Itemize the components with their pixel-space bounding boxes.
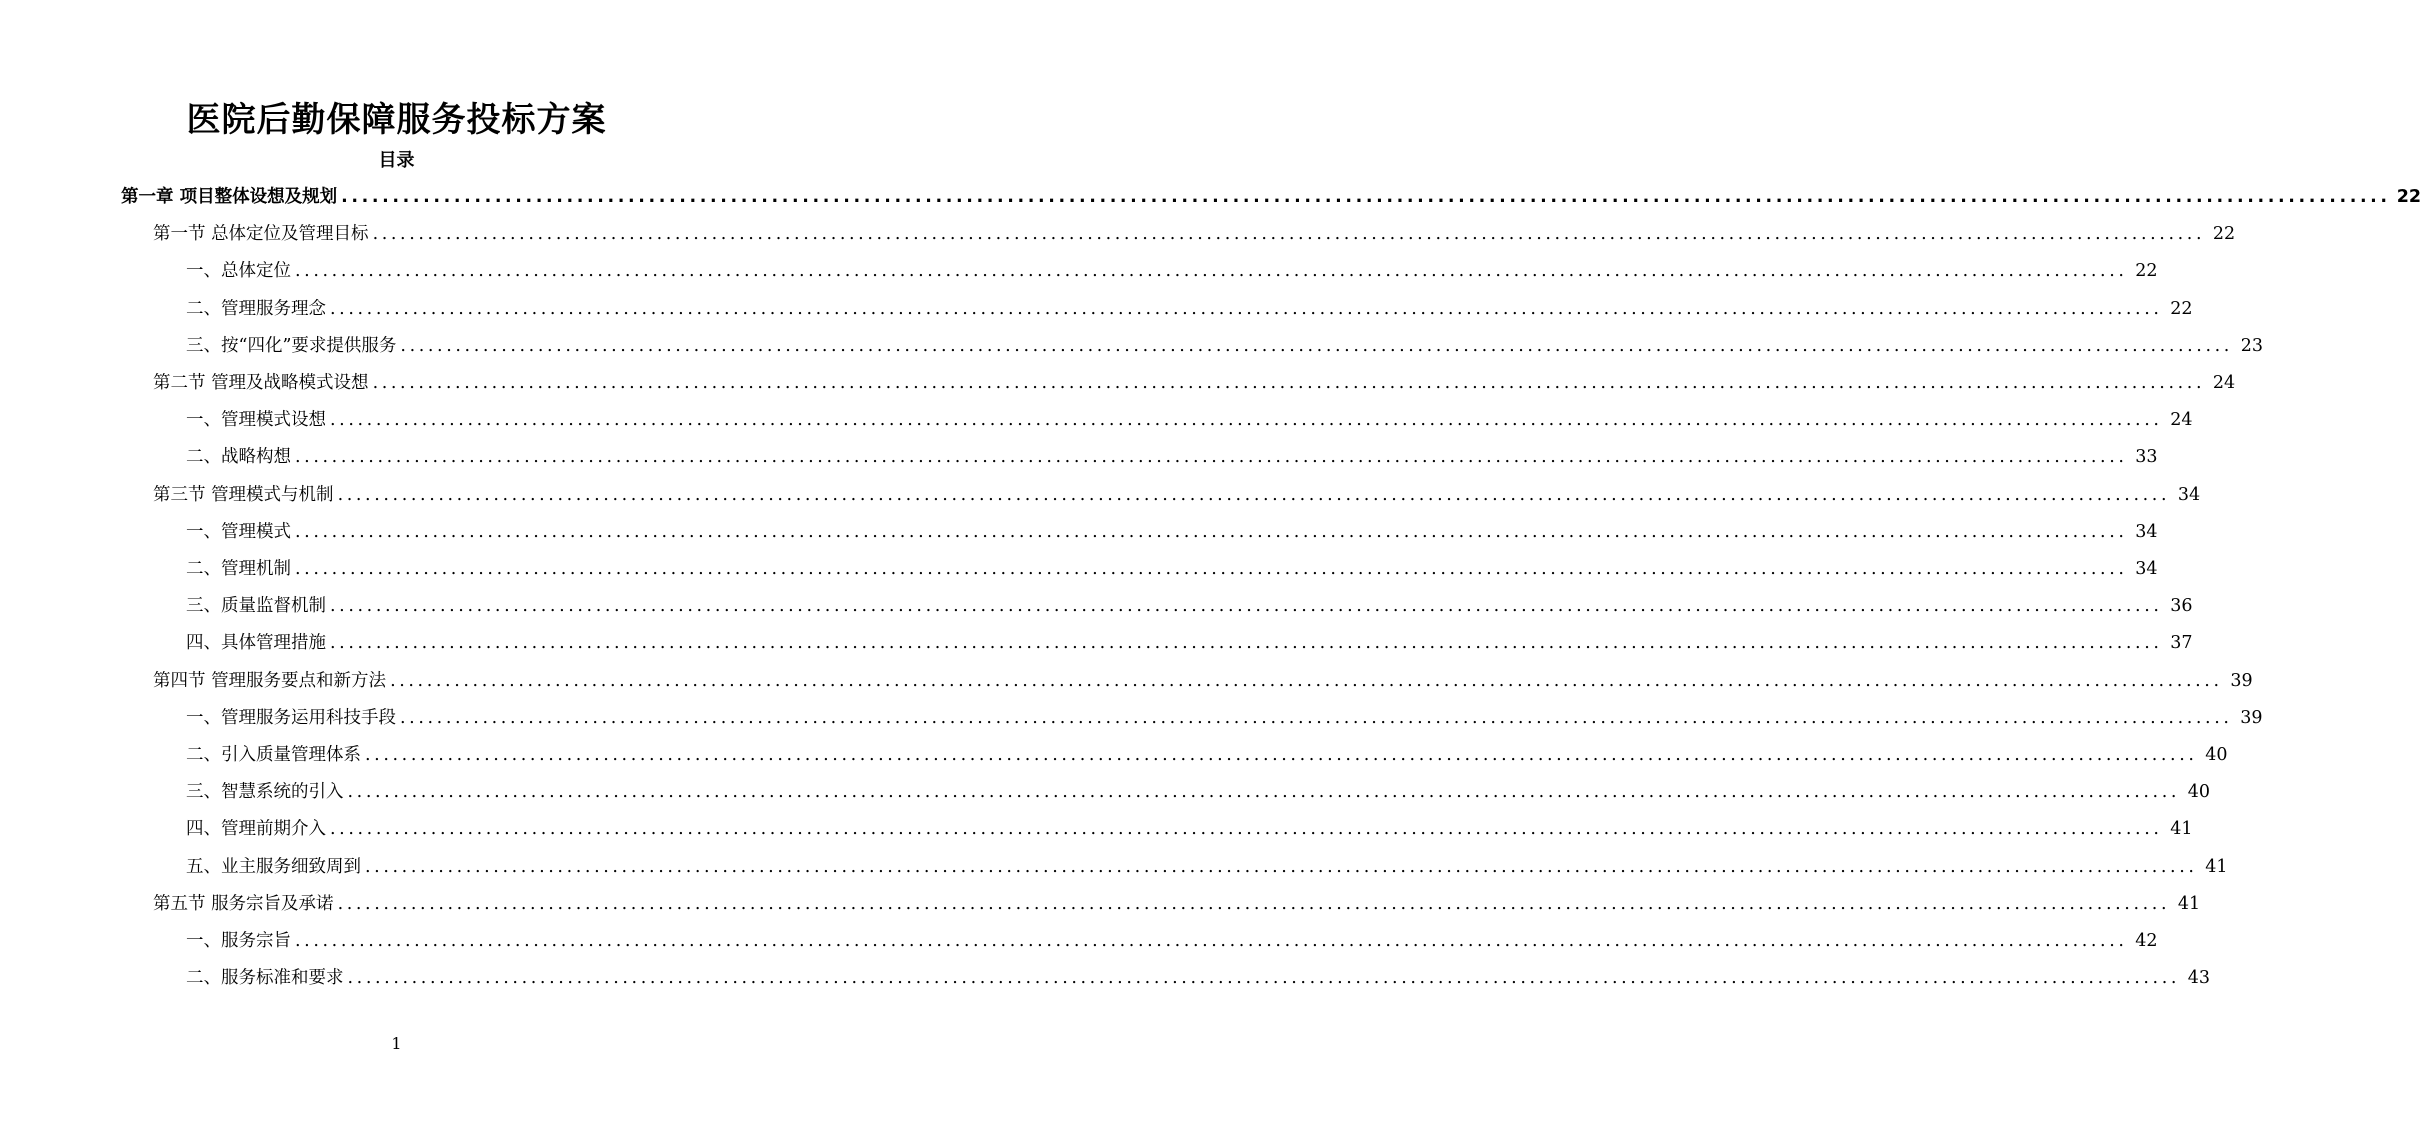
toc-dot-leader: ........................................................................................................................................................................................................ [295,261,2128,282]
toc-entry-page: 41 [2177,893,2201,914]
toc-entry[interactable] [186,699,2263,729]
page-number: 1 [391,1034,402,1053]
toc-entry-page: 33 [2135,447,2158,468]
toc-entry-page: 39 [2230,670,2253,691]
toc-entry-page: 22 [2396,187,2421,207]
toc-dot-leader: ........................................................................................................................................................................................................ [400,335,2233,356]
toc-dot-leader: ........................................................................................................................................................................................................ [390,670,2223,691]
toc-entry-page: 36 [2170,596,2193,617]
toc-entry[interactable] [153,662,2253,692]
toc-entry-label: 三、智慧系统的引入 [186,782,344,803]
toc-entry[interactable] [153,364,2236,394]
toc-dot-leader: ........................................................................................................................................................................................................ [337,893,2171,914]
toc-entry-label: 二、战略构想 [186,447,291,468]
toc-entry-page: 23 [2240,335,2263,356]
toc-entry-page: 22 [2212,224,2236,245]
toc-entry-label: 第二节 管理及战略模式设想 [153,373,369,393]
toc-dot-leader: ........................................................................................................................................................................................................ [330,596,2163,617]
toc-entry[interactable] [153,476,2201,506]
toc-entry[interactable] [186,624,2193,654]
toc-entry-label: 四、管理前期介入 [186,819,326,840]
toc-dot-leader: ........................................................................................................................................................................................................ [400,707,2233,728]
toc-entry-page: 39 [2240,707,2263,728]
toc-entry-page: 40 [2187,782,2211,803]
toc-dot-leader: ........................................................................................................................................................................................................ [295,447,2128,468]
toc-entry-page: 42 [2135,931,2158,951]
toc-entry[interactable] [186,959,2211,989]
toc-entry-label: 四、具体管理措施 [186,633,326,654]
toc-entry[interactable] [186,513,2158,543]
toc-entry[interactable] [186,587,2193,617]
toc-entry-label: 三、质量监督机制 [186,596,326,617]
toc-entry-label: 第一章 项目整体设想及规划 [121,187,338,207]
toc-entry-label: 二、管理服务理念 [186,298,326,319]
toc-entry[interactable] [153,215,2236,245]
toc-entry[interactable] [121,178,2421,208]
toc-entry[interactable] [186,810,2193,840]
toc-dot-leader: ........................................................................................................................................................................................................ [330,410,2163,431]
toc-dot-leader: ........................................................................................................................................................................................................ [341,187,2391,207]
toc-entry-page: 24 [2170,410,2193,431]
toc-dot-leader: ........................................................................................................................................................................................................ [295,521,2128,542]
toc-entry-label: 第三节 管理模式与机制 [153,484,334,505]
toc-dot-leader: ........................................................................................................................................................................................................ [365,856,2198,877]
toc-entry[interactable] [186,550,2158,580]
toc-entry[interactable] [186,438,2158,468]
toc-entry-label: 一、管理服务运用科技手段 [186,707,396,728]
toc-entry[interactable] [186,327,2263,357]
toc-dot-leader: ........................................................................................................................................................................................................ [295,559,2128,579]
toc-dot-leader: ........................................................................................................................................................................................................ [365,745,2198,765]
toc-entry-page: 34 [2135,521,2158,542]
toc-dot-leader: ........................................................................................................................................................................................................ [347,782,2181,803]
toc-entry-label: 二、服务标准和要求 [186,968,344,989]
toc-entry-page: 22 [2170,298,2193,319]
toc-entry-page: 24 [2212,373,2236,393]
toc-entry-label: 三、按“四化”要求提供服务 [186,335,397,356]
toc-entry-page: 34 [2135,559,2158,579]
toc-entry[interactable] [186,773,2211,803]
toc-dot-leader: ........................................................................................................................................................................................................ [330,819,2163,840]
toc-entry-label: 一、管理模式 [186,521,291,542]
toc-entry[interactable] [186,736,2228,766]
toc-entry[interactable] [186,848,2228,878]
toc-dot-leader: ........................................................................................................................................................................................................ [372,224,2206,245]
toc-entry-page: 41 [2205,856,2228,877]
toc-entry-label: 第一节 总体定位及管理目标 [153,224,369,245]
toc-entry-label: 五、业主服务细致周到 [186,856,361,877]
toc-entry[interactable] [186,401,2193,431]
toc-entry-page: 40 [2205,745,2228,765]
toc-entry-page: 41 [2170,819,2193,840]
toc-entry-label: 二、引入质量管理体系 [186,745,361,765]
toc-entry[interactable] [153,885,2201,915]
toc-heading: 目录 [378,150,415,171]
document-title: 医院后勤保障服务投标方案 [186,100,607,140]
toc-dot-leader: ........................................................................................................................................................................................................ [330,633,2163,654]
toc-entry-label: 第四节 管理服务要点和新方法 [153,670,387,691]
toc-entry-page: 37 [2170,633,2193,654]
toc-entry-page: 43 [2187,968,2211,989]
toc-entry-label: 一、服务宗旨 [186,931,291,951]
toc-entry[interactable] [186,922,2158,952]
toc-dot-leader: ........................................................................................................................................................................................................ [347,968,2181,989]
toc-entry-label: 第五节 服务宗旨及承诺 [153,893,334,914]
toc-entry-label: 二、管理机制 [186,559,291,579]
toc-dot-leader: ........................................................................................................................................................................................................ [372,373,2206,393]
toc-entry[interactable] [186,252,2158,282]
toc-dot-leader: ........................................................................................................................................................................................................ [295,931,2128,951]
toc-entry-label: 一、管理模式设想 [186,410,326,431]
toc-entry-label: 一、总体定位 [186,261,291,282]
toc-entry-page: 22 [2135,261,2158,282]
toc-dot-leader: ........................................................................................................................................................................................................ [330,298,2163,319]
toc-entry-page: 34 [2177,484,2201,505]
toc-dot-leader: ........................................................................................................................................................................................................ [337,484,2171,505]
toc-entry[interactable] [186,290,2193,320]
